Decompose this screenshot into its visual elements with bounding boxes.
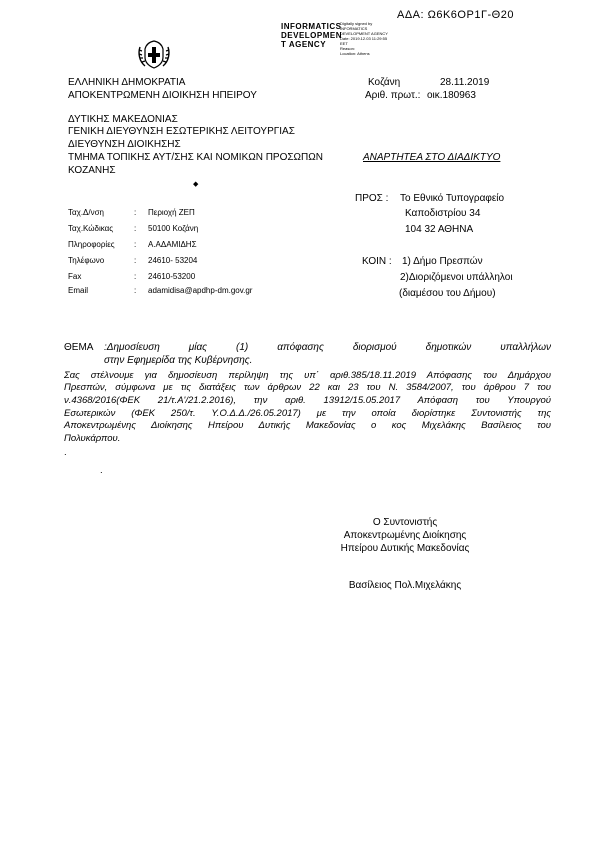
body-line: Πρεσπών, σύμφωνα με τις διατάξεις των άρθρων 22 και 23 του Ν. 3584/2007, του άρθρου 7 του xyxy=(64,382,551,393)
dept-line: ΔΙΕΥΘΥΝΣΗ ΔΙΟΙΚΗΣΗΣ xyxy=(68,139,181,150)
body-line: ν.4368/2016(ΦΕΚ 21/τ.Α'/21.2.2016), την αριθ. 13912/15.05.2017 Απόφαση του Υπουργού xyxy=(64,395,551,406)
recipient-line: 104 32 ΑΘΗΝΑ xyxy=(405,224,474,235)
contact-label: Πληροφορίες xyxy=(68,240,115,249)
stamp-detail-line: EET xyxy=(340,41,348,46)
cc-line: (διαμέσου του Δήμου) xyxy=(399,288,496,299)
contact-value: Α.ΑΔΑΜΙΔΗΣ xyxy=(148,240,197,249)
stamp-detail-line: Digitally signed by xyxy=(340,21,373,26)
body-dot: . xyxy=(64,447,67,458)
body-line: Σας στέλνουμε για δημοσίευση περίληψη της υπ΄ αριθ.385/18.11.2019 Απόφασης του Δημάρχου xyxy=(64,370,551,381)
protocol-label: Αριθ. πρωτ.: xyxy=(365,90,421,101)
signatory-title: Ο Συντονιστής xyxy=(372,517,438,528)
protocol-number: οικ.180963 xyxy=(427,90,476,101)
contact-value: Περιοχή ΖΕΠ xyxy=(148,208,195,217)
body-line: Αποκεντρωμένης Διοίκησης Ηπείρου Δυτικής Μακεδονίας ο κος Μιχελάκης Βασίλειος του xyxy=(64,420,551,431)
internet-posting-notice: ΑΝΑΡΤΗΤΕΑ ΣΤΟ ΔΙΑΔΙΚΤΥΟ xyxy=(363,152,501,163)
dept-line: ΓΕΝΙΚΗ ΔΙΕΥΘΥΝΣΗ ΕΣΩΤΕΡΙΚΗΣ ΛΕΙΤΟΥΡΓΙΑΣ xyxy=(68,126,295,137)
contact-separator: : xyxy=(134,256,137,265)
stamp-detail-line: Date: 2019.12.03 11:29:55 xyxy=(340,36,388,41)
body-dot: . xyxy=(100,465,103,476)
dept-line: ΤΜΗΜΑ ΤΟΠΙΚΗΣ ΑΥΤ/ΣΗΣ ΚΑΙ ΝΟΜΙΚΩΝ ΠΡΟΣΩΠΩΝ xyxy=(68,152,323,163)
bullet-icon: ◆ xyxy=(193,181,199,188)
ada-code: ΑΔΑ: Ω6Κ6ΟΡ1Γ-Θ20 xyxy=(397,9,514,21)
contact-label: Τηλέφωνο xyxy=(68,256,105,265)
contact-separator: : xyxy=(134,286,137,295)
signatory-title: Ηπείρου Δυτικής Μακεδονίας xyxy=(340,543,470,554)
stamp-organization xyxy=(281,22,342,49)
stamp-org-line: T AGENCY xyxy=(281,40,327,49)
greek-emblem-icon xyxy=(137,39,171,69)
stamp-signature-details xyxy=(340,21,388,56)
contact-separator: : xyxy=(134,272,137,281)
subject-line: στην Εφημερίδα της Κυβέρνησης. xyxy=(104,355,253,366)
recipient-line: Καποδιστρίου 34 xyxy=(405,208,481,219)
contact-value: 50100 Κοζάνη xyxy=(148,224,199,233)
stamp-org-line: DEVELOPMEN xyxy=(281,31,343,40)
contact-label: Email xyxy=(68,286,89,295)
stamp-detail-line: INFORMATICS xyxy=(340,26,368,31)
dept-line: ΔΥΤΙΚΗΣ ΜΑΚΕΔΟΝΙΑΣ xyxy=(68,114,178,125)
cc-line: 2)Διοριζόμενοι υπάλληλοι xyxy=(400,272,513,283)
contact-separator: : xyxy=(134,208,137,217)
recipient-label: ΠΡΟΣ : xyxy=(355,193,389,204)
recipient-line: Το Εθνικό Τυπογραφείο xyxy=(400,193,505,204)
email-link[interactable]: adamidisa@apdhp-dm.gov.gr xyxy=(148,286,253,295)
body-line: Εσωτερικών (ΦΕΚ 250/τ. Υ.Ο.Δ.Δ./26.05.2017) με την οποία διορίστηκε Συντονιστής της xyxy=(64,408,551,419)
signatory-title: Αποκεντρωμένης Διοίκησης xyxy=(343,530,467,541)
subject-line: :Δημοσίευση μίας (1) απόφασης διορισμού δημοτικών υπαλλήλων xyxy=(104,342,551,353)
contact-separator: : xyxy=(134,224,137,233)
cc-line: 1) Δήμο Πρεσπών xyxy=(402,256,483,267)
contact-label: Ταχ.Κώδικας xyxy=(68,224,114,233)
contact-label: Fax xyxy=(68,272,82,281)
contact-label: Ταχ.Δ/νση xyxy=(68,208,105,217)
dept-line: ΚΟΖΑΝΗΣ xyxy=(68,165,116,176)
place-label: Κοζάνη xyxy=(368,77,401,88)
subject-label: ΘΕΜΑ xyxy=(64,342,94,353)
contact-separator: : xyxy=(134,240,137,249)
stamp-detail-line: DEVELOPMENT AGENCY xyxy=(340,31,388,36)
stamp-detail-line: Reason: xyxy=(340,46,355,51)
stamp-org-line: INFORMATICS xyxy=(281,22,342,31)
authority-line: ΑΠΟΚΕΝΤΡΩΜΕΝΗ ΔΙΟΙΚΗΣΗ ΗΠΕΙΡΟΥ xyxy=(68,90,257,101)
country-line: ΕΛΛΗΝΙΚΗ ΔΗΜΟΚΡΑΤΙΑ xyxy=(68,77,186,88)
body-line: Πολυκάρπου. xyxy=(64,433,121,444)
stamp-detail-line: Location: Athens xyxy=(340,51,370,56)
document-date: 28.11.2019 xyxy=(440,77,490,88)
contact-value: 24610-53200 xyxy=(148,272,196,281)
contact-value: 24610- 53204 xyxy=(148,256,198,265)
signatory-name: Βασίλειος Πολ.Μιχελάκης xyxy=(348,580,462,591)
cc-label: ΚΟΙΝ : xyxy=(362,256,392,267)
